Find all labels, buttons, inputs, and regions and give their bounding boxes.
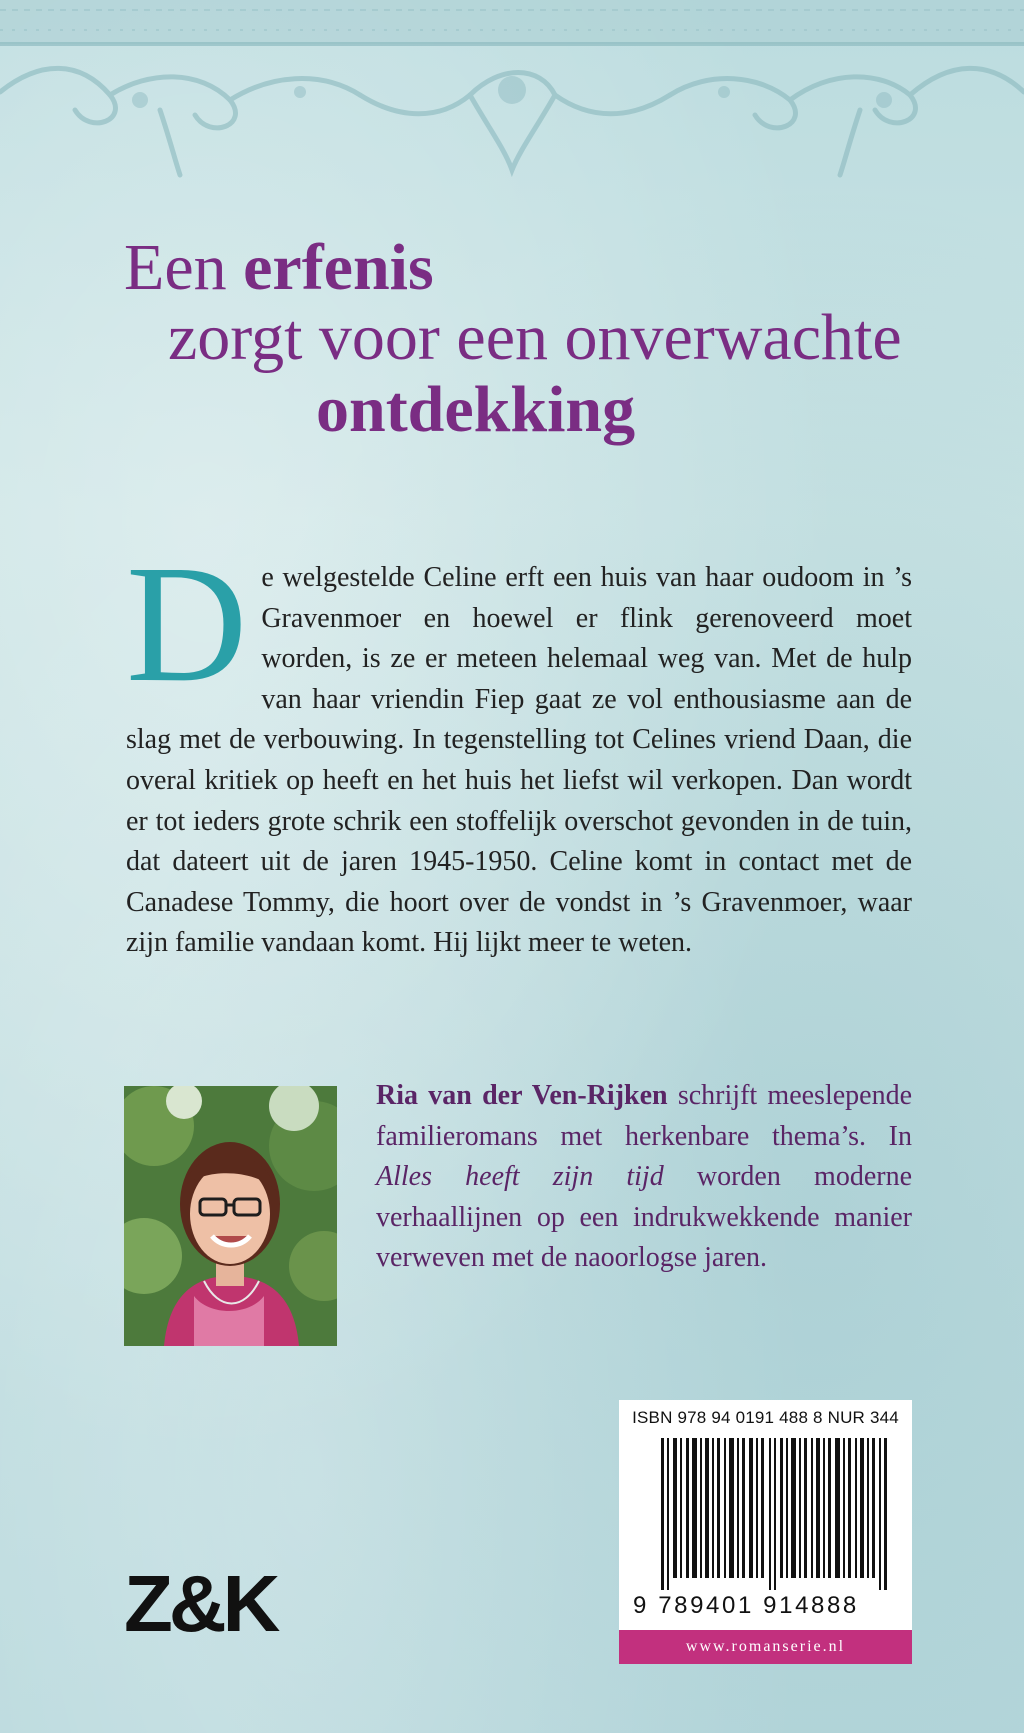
book-blurb	[126, 531, 912, 964]
blurb-text: e welgestelde Celine erft een huis van haar oudoom in ’s Gravenmoer en hoewel er flink gerenoveerd moet worden, is ze er meteen helemaal weg van. Met de hulp van haar vriendin Fiep gaat ze vol enthousiasme aan de slag met de verbouwing. In tegenstelling tot Celines vriend Daan, die overal kritiek op heeft en het huis het liefst wil verkopen. Dan wordt er tot ieders grote schrik een stoffelijk overschot gevonden in de tuin, dat dateert uit de jaren 1945-1950. Celine komt in contact met de Canadese Tommy, die hoort over de vondst in ’s Gravenmoer, waar zijn familie vandaan komt. Hij lijkt meer te weten.	[126, 562, 912, 959]
author-photo	[124, 1086, 337, 1346]
barcode-bars	[661, 1438, 889, 1590]
headline-line-2: zorgt voor een onverwachte	[168, 301, 902, 374]
author-bio-part-1: schrijft meeslepende familieromans met herkenbare thema’s. In	[376, 1080, 913, 1152]
headline-word-erfenis: erfenis	[243, 231, 434, 304]
author-name: Ria van der Ven-Rijken	[376, 1080, 668, 1111]
headline-line-1	[124, 231, 434, 304]
author-bio-part-2: worden moderne verhaallijnen op een indrukwekkende manier verweven met de naoorlogse jaren.	[376, 1161, 912, 1273]
book-title-mention: Alles heeft zijn tijd	[376, 1161, 664, 1192]
publisher-logo: Z&K	[124, 1559, 277, 1648]
headline-word-een: Een	[124, 231, 244, 304]
author-bio	[376, 1076, 912, 1279]
drop-cap: D	[126, 531, 248, 717]
headline-line-3: ontdekking	[316, 373, 636, 446]
barcode-box	[619, 1400, 912, 1664]
website-url: www.romanserie.nl	[619, 1630, 912, 1664]
barcode-digits: 9 789401 914888	[633, 1592, 859, 1619]
decorative-ornament-border	[0, 0, 1024, 190]
isbn-label: ISBN 978 94 0191 488 8 NUR 344	[632, 1408, 899, 1427]
